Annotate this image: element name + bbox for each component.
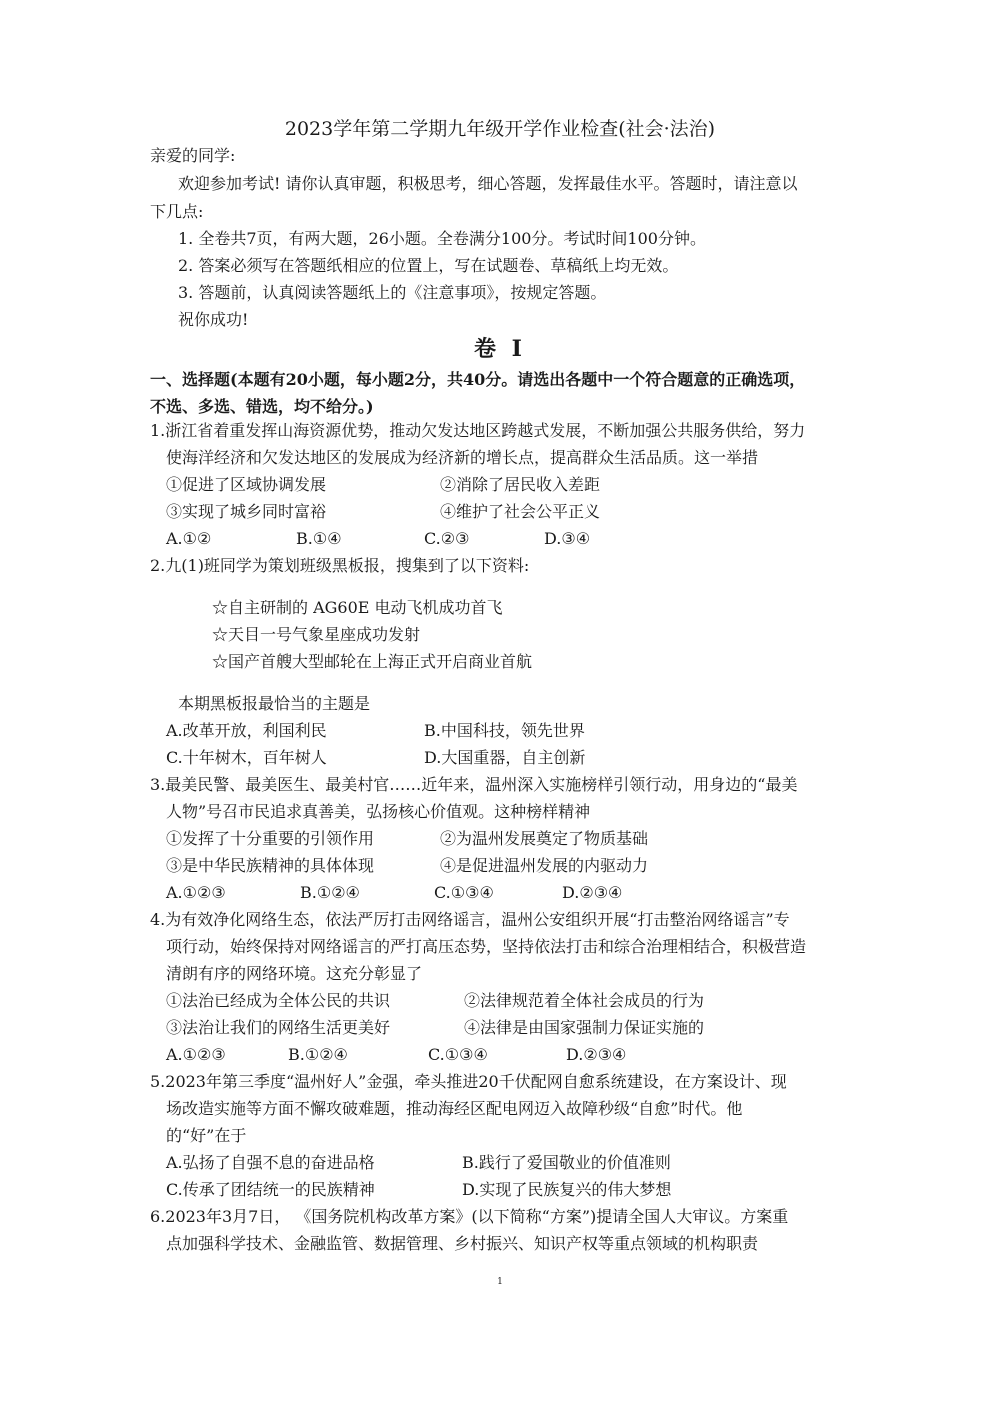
question-stem: 5.2023年第三季度“温州好人”金强，牵头推进20千伏配网自愈系统建设，在方案设计、现 [150, 1072, 787, 1091]
statement-item: ①法治已经成为全体公民的共识 [166, 991, 391, 1010]
answer-option: C.①③④ [428, 1045, 488, 1064]
statement-item: ②为温州发展奠定了物质基础 [440, 829, 649, 848]
question-stem: 使海洋经济和欠发达地区的发展成为经济新的增长点，提高群众生活品质。这一举措 [166, 448, 759, 467]
section-heading: 一、选择题(本题有20小题，每小题2分，共40分。请选出各题中一个符合题意的正确选项， [150, 370, 806, 389]
question-stem: 2.九(1)班同学为策划班级黑板报，搜集到了以下资料: [150, 556, 530, 575]
answer-option: D.大国重器，自主创新 [424, 748, 586, 767]
statement-item: ①促进了区域协调发展 [166, 475, 327, 494]
answer-option: A.弘扬了自强不息的奋进品格 [166, 1153, 375, 1172]
answer-option: B.践行了爱国敬业的价值准则 [462, 1153, 671, 1172]
statement-item: ③是中华民族精神的具体体现 [166, 856, 375, 875]
question-stem: 点加强科学技术、金融监管、数据管理、乡村振兴、知识产权等重点领域的机构职责 [166, 1234, 759, 1253]
statement-item: ④法律是由国家强制力保证实施的 [464, 1018, 705, 1037]
answer-option: D.②③④ [566, 1045, 627, 1064]
answer-option: A.①②③ [166, 1045, 226, 1064]
question-stem: 4.为有效净化网络生态，依法严厉打击网络谣言，温州公安组织开展“打击整治网络谣言”专 [150, 910, 790, 929]
answer-option: B.中国科技，领先世界 [424, 721, 585, 740]
statement-item: ④维护了社会公平正义 [440, 502, 601, 521]
material-item: ☆国产首艘大型邮轮在上海正式开启商业首航 [212, 652, 533, 671]
question-prompt: 本期黑板报最恰当的主题是 [178, 694, 371, 713]
note-item: 3. 答题前，认真阅读答题纸上的《注意事项》，按规定答题。 [178, 283, 607, 302]
answer-option: C.十年树木，百年树人 [166, 748, 327, 767]
answer-option: D.②③④ [562, 883, 623, 902]
statement-item: ③法治让我们的网络生活更美好 [166, 1018, 391, 1037]
statement-item: ③实现了城乡同时富裕 [166, 502, 327, 521]
answer-option: A.①②③ [166, 883, 226, 902]
answer-option: A.①② [166, 529, 212, 548]
answer-option: B.①④ [296, 529, 342, 548]
question-stem: 的“好”在于 [166, 1126, 247, 1145]
exam-title: 2023学年第二学期九年级开学作业检查(社会·法治) [284, 118, 716, 140]
question-stem: 3.最美民警、最美医生、最美村官……近年来，温州深入实施榜样引领行动，用身边的“最美 [150, 775, 798, 794]
statement-item: ②消除了居民收入差距 [440, 475, 601, 494]
material-item: ☆自主研制的 AG60E 电动飞机成功首飞 [212, 598, 503, 617]
wish: 祝你成功! [178, 310, 249, 329]
answer-option: B.①②④ [288, 1045, 348, 1064]
greeting: 亲爱的同学: [150, 146, 236, 165]
question-stem: 清朗有序的网络环境。这充分彰显了 [166, 964, 423, 983]
answer-option: B.①②④ [300, 883, 360, 902]
note-item: 1. 全卷共7页，有两大题，26小题。全卷满分100分。考试时间100分钟。 [178, 229, 706, 248]
answer-option: D.③④ [544, 529, 591, 548]
answer-option: A.改革开放，利国利民 [166, 721, 327, 740]
material-item: ☆天目一号气象星座成功发射 [212, 625, 421, 644]
statement-item: ④是促进温州发展的内驱动力 [440, 856, 649, 875]
question-stem: 1.浙江省着重发挥山海资源优势，推动欠发达地区跨越式发展，不断加强公共服务供给，努力 [150, 421, 806, 440]
section-heading: 不选、多选、错选，均不给分。) [150, 397, 374, 416]
question-stem: 人物”号召市民追求真善美，弘扬核心价值观。这种榜样精神 [166, 802, 591, 821]
note-item: 2. 答案必须写在答题纸相应的位置上，写在试题卷、草稿纸上均无效。 [178, 256, 679, 275]
answer-option: C.传承了团结统一的民族精神 [166, 1180, 375, 1199]
question-stem: 6.2023年3月7日， 《国务院机构改革方案》(以下简称“方案”)提请全国人大审议。方案重 [150, 1207, 789, 1226]
answer-option: D.实现了民族复兴的伟大梦想 [462, 1180, 672, 1199]
statement-item: ②法律规范着全体社会成员的行为 [464, 991, 705, 1010]
question-stem: 项行动，始终保持对网络谣言的严打高压态势，坚持依法打击和综合治理相结合，积极营造 [166, 937, 807, 956]
intro-line: 下几点: [150, 202, 204, 221]
intro-line: 欢迎参加考试! 请你认真审题，积极思考，细心答题，发挥最佳水平。答题时，请注意以 [178, 174, 798, 193]
statement-item: ①发挥了十分重要的引领作用 [166, 829, 375, 848]
question-stem: 场改造实施等方面不懈攻破难题，推动海经区配电网迈入故障秒级“自愈”时代。他 [166, 1099, 743, 1118]
page-number: 1 [497, 1277, 503, 1287]
answer-option: C.①③④ [434, 883, 494, 902]
answer-option: C.②③ [424, 529, 470, 548]
volume-heading: 卷 I [474, 336, 526, 362]
